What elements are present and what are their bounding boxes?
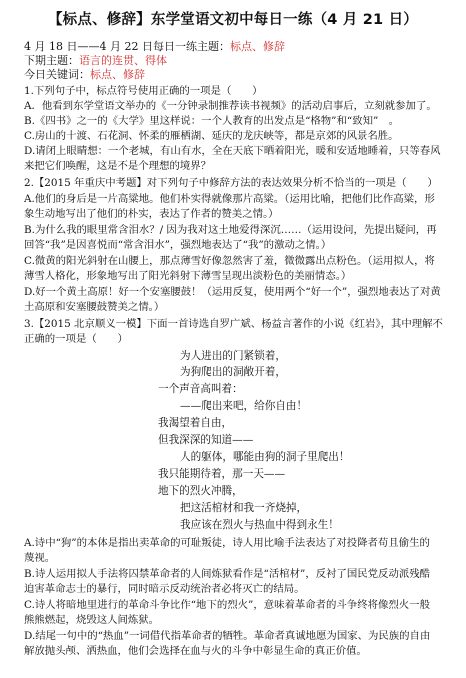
next-theme-line [24, 54, 456, 68]
q3-stem-line2: 正确的一项是（ ） [24, 333, 128, 345]
poem-line: 人的躯体，哪能由狗的洞子里爬出！ [180, 451, 350, 463]
theme-prefix: 4 月 18 日——4 月 22 日每日一练主题： [24, 40, 230, 53]
q3-option-b-line2: 迫害革命志士的暴行，同时暗示反动统治者必将灭亡的结局。 [24, 583, 305, 595]
keyword-line [24, 68, 456, 82]
q3-option-a-line2: 蔑视。 [24, 552, 56, 564]
poem-line: ——爬出来吧，给你自由！ [180, 400, 308, 412]
poem-line: 地下的烈火冲腾， [158, 485, 243, 497]
q2-option-d-line2: 土高原和安塞腰鼓赞美之情。） [24, 301, 165, 313]
q2-option-c-line1: C.微黄的阳光斜射在山腰上，那点薄雪好像忽然害了羞，微微露出点粉色。（运用拟人，将 [24, 255, 435, 267]
q3-option-b-line1: B.诗人运用拟人手法将囚禁革命者的人间炼狱看作是“活棺材”，反衬了国民党反动派残酷 [24, 568, 431, 580]
q1-stem: 1.下列句子中，标点符号使用正确的一项是（ ） [24, 85, 263, 97]
poem-line: 一个声音高叫着： [158, 383, 243, 395]
poem-line: 我应该在烈火与热血中得到永生！ [180, 519, 339, 531]
next-theme-prefix: 下期主题： [24, 54, 79, 67]
q2-option-c-line2: 薄雪人格化，形象地写出了阳光斜射下薄雪呈现出淡粉色的美丽情态。） [24, 270, 352, 282]
q1-option-a: A．他看到东学堂语文举办的《一分钟录制推荐读书视频》的活动启事后，立刻就参加了。 [24, 100, 437, 112]
poem-line: 为狗爬出的洞敞开着， [180, 366, 286, 378]
q3-option-c-line2: 熊熊燃起，烧毁这人间炼狱。 [24, 614, 160, 626]
theme-topic: 标点、修辞 [229, 40, 285, 53]
q2-option-d-line1: D.好一个黄土高原！好一个安塞腰鼓！（运用反复，使用两个“好一个”，强烈地表达了对黄 [24, 286, 441, 298]
q3-option-c-line1: C.诗人将暗地里进行的革命斗争比作“地下的烈火”，意味着革命者的斗争终将像烈火一般 [24, 599, 430, 611]
q3-option-a-line1: A.诗中“狗”的本体是指出卖革命的可耻叛徒，诗人用比喻手法表达了对投降者苟且偷生的 [24, 537, 430, 549]
q1-option-d-line1: D.请闭上眼睛想：一个老城，有山有水，全在天底下晒着阳光，暖和安适地睡着，只等春风 [24, 145, 441, 157]
q3-option-d-line2: 解放抛头颅、洒热血，他们会选择在血与火的斗争中彰显生命的真正价值。 [24, 645, 367, 657]
q2-option-b-line2: 回答“我”是因喜悦而“常含泪水”，强烈地表达了“我”的激动之情。） [24, 239, 332, 251]
q2-option-a-line1: A.他们的身后是一片高粱地。他们朴实得就像那片高粱。（运用比喻，把他们比作高粱，形 [24, 193, 435, 205]
page-title: 【标点、修辞】东学堂语文初中每日一练（4 月 21 日） [47, 12, 418, 28]
q3-option-d-line1: D.结尾一句中的“热血”一词借代指革命者的牺牲。革命者真诚地愿为国家、为民族的自由 [24, 630, 431, 642]
poem-line: 为人进出的门紧锁着， [180, 350, 286, 362]
theme-line [24, 40, 456, 54]
q2-option-b-line1: B.为什么我的眼里常含泪水？/ 因为我对这土地爱得深沉……（运用设问，先提出疑问，再 [24, 224, 437, 236]
next-theme-topic: 语言的连贯、得体 [79, 54, 167, 67]
q1-option-c: C.房山的十渡、石花洞、怀柔的雁栖湖、延庆的龙庆峡等，都是京郊的风景名胜。 [24, 130, 399, 142]
poem-line: 我渴望着自由， [158, 417, 233, 429]
q2-stem: 2.【2015 年重庆中考题】对下列句子中修辞方法的表达效果分析不恰当的一项是（ ） [24, 177, 438, 189]
poem-line: 把这活棺材和我一齐烧掉， [180, 502, 308, 514]
keyword-prefix: 今日关键词： [24, 68, 90, 81]
poem-line: 我只能期待着，那一天—— [158, 468, 286, 480]
keyword-topic: 标点、修辞 [90, 68, 145, 81]
poem-line: 但我深深的知道—— [158, 434, 254, 446]
q3-stem-line1: 3.【2015 北京顺义一模】下面一首诗选自罗广斌、杨益言著作的小说《红岩》，其中理解不 [24, 318, 443, 330]
q2-option-a-line2: 象生动地写出了他们的朴实，表达了作者的赞美之情。） [24, 208, 279, 220]
q1-option-b: B.《四书》之一的《大学》里这样说：一个人教育的出发点是“格物”和“致知” 。 [24, 115, 400, 127]
q1-option-d-line2: 来把它们唤醒，这是不是个理想的境界？ [24, 160, 212, 172]
